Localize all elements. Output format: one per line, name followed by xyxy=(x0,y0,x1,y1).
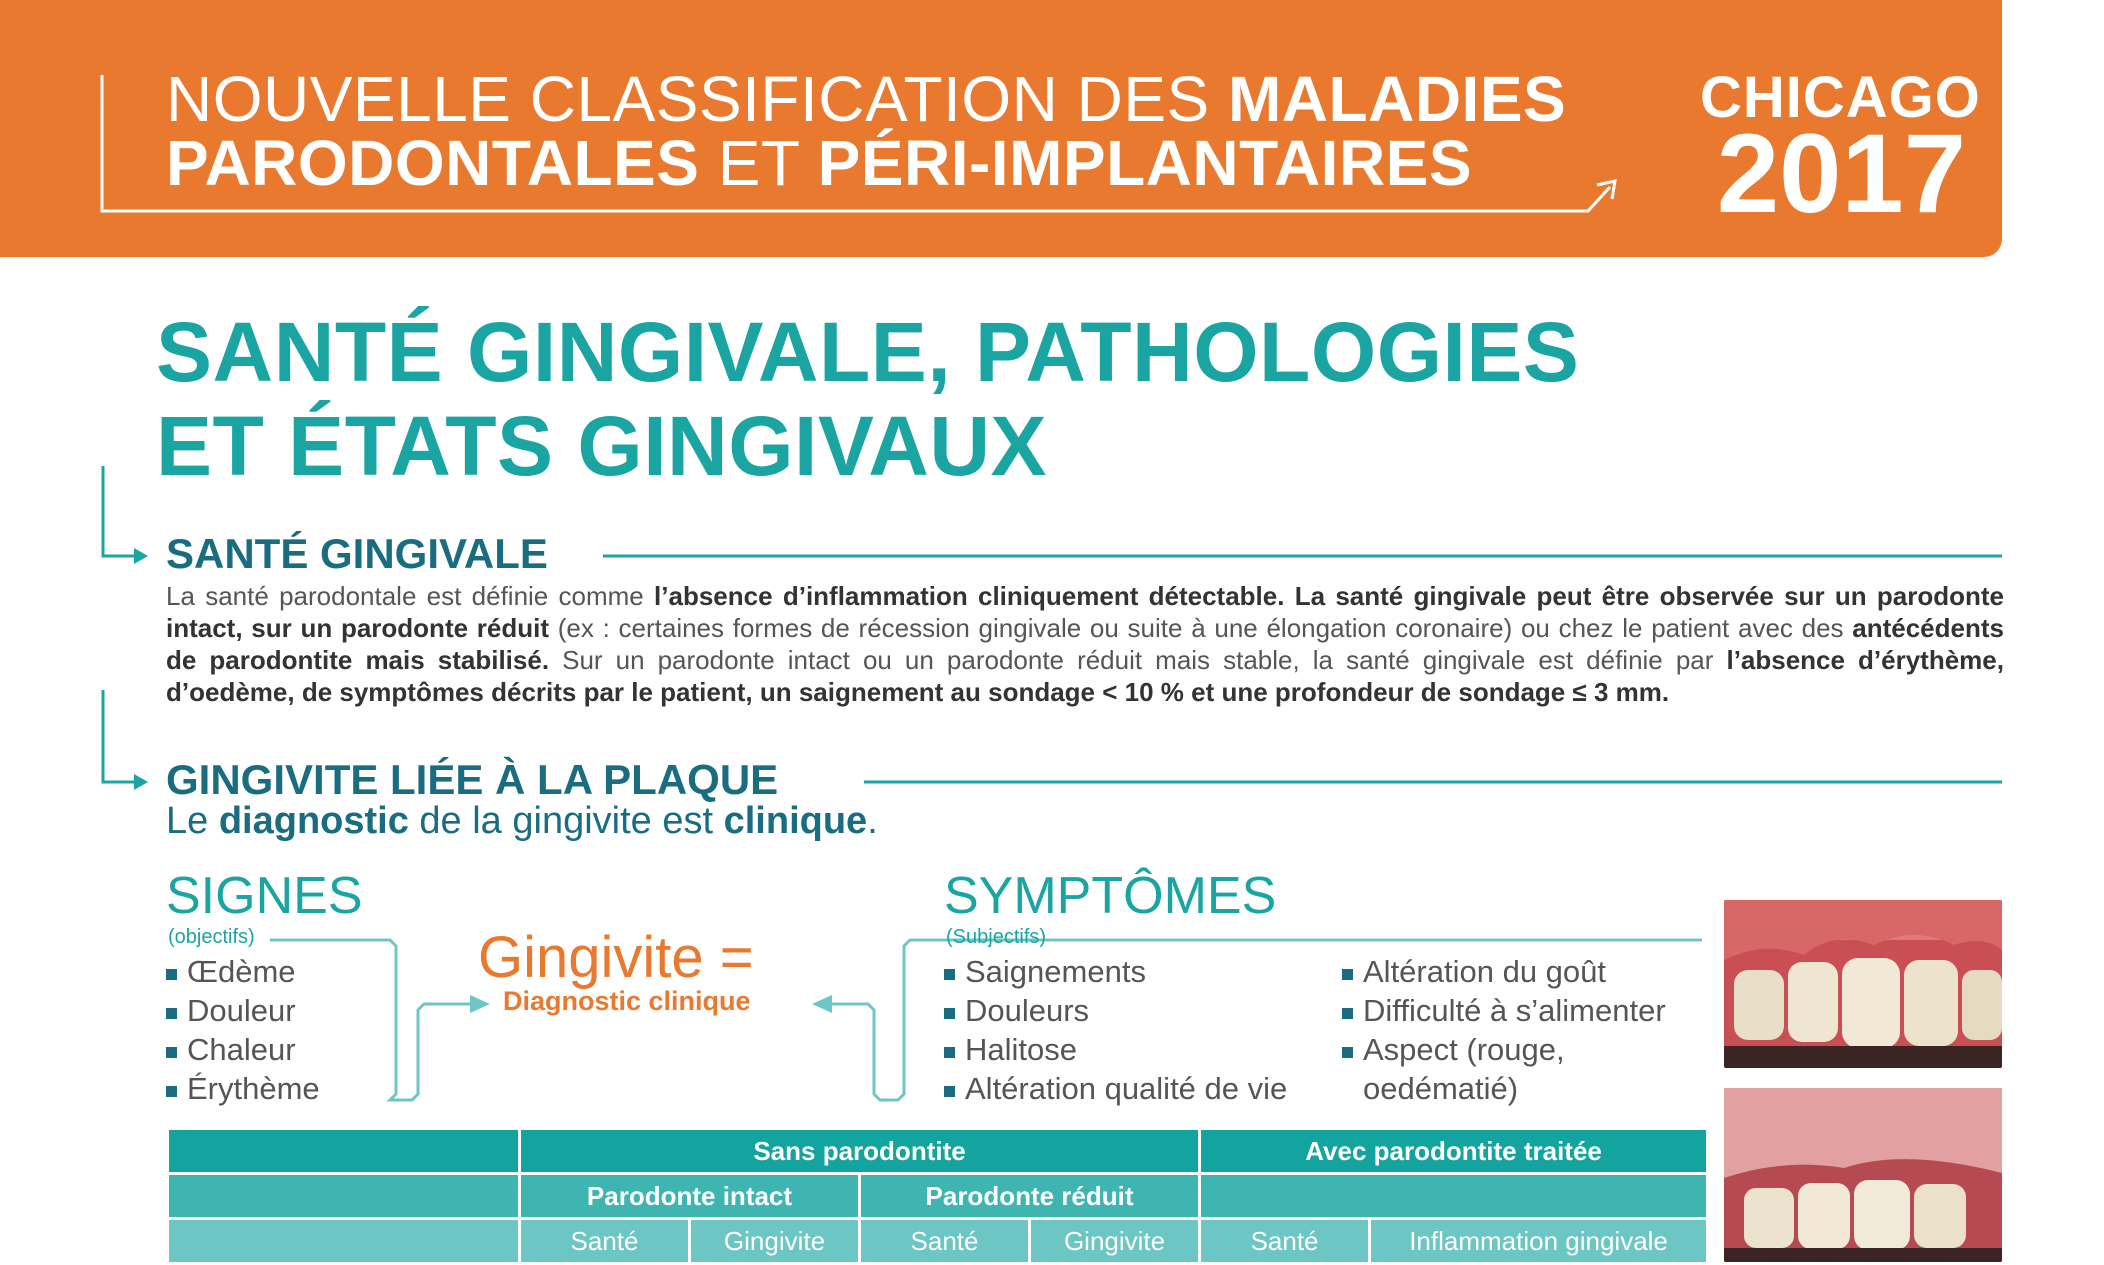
list-item: Douleur xyxy=(166,991,320,1030)
banner-city: CHICAGO xyxy=(1700,65,1981,130)
list-item: Difficulté à s’alimenter xyxy=(1342,991,1666,1030)
section-heading-gingivite: GINGIVITE LIÉE À LA PLAQUE xyxy=(166,756,779,803)
table-row xyxy=(168,1129,1708,1174)
classification-table xyxy=(166,1127,1709,1265)
bullet-square-icon xyxy=(944,969,955,980)
bullet-square-icon xyxy=(944,1086,955,1097)
symptomes-list-2 xyxy=(1342,952,1666,1108)
table-cell: Gingivite xyxy=(690,1219,860,1264)
list-item: Aspect (rouge, xyxy=(1342,1030,1666,1069)
table-header-parodonte-intact: Parodonte intact xyxy=(520,1174,860,1219)
diagnostic-statement: Le diagnostic de la gingivite est clinique. xyxy=(166,800,878,842)
list-item: Érythème xyxy=(166,1069,320,1108)
list-item: Saignements xyxy=(944,952,1287,991)
signes-title: SIGNES xyxy=(166,867,363,925)
symptomes-title: SYMPTÔMES xyxy=(944,867,1277,925)
bullet-square-icon xyxy=(944,1008,955,1019)
bullet-square-icon xyxy=(166,1086,177,1097)
list-item: Œdème xyxy=(166,952,320,991)
table-cell xyxy=(168,1129,520,1174)
table-cell: Santé xyxy=(1200,1219,1370,1264)
connector-arrow-icon xyxy=(103,466,148,564)
table-cell xyxy=(168,1174,520,1219)
list-item: Altération qualité de vie xyxy=(944,1069,1287,1108)
bullet-square-icon xyxy=(944,1047,955,1058)
table-header-avec-parodontite: Avec parodontite traitée xyxy=(1200,1129,1708,1174)
bullet-square-icon xyxy=(1342,1008,1353,1019)
list-item: Altération du goût xyxy=(1342,952,1666,991)
list-item: oedématié) xyxy=(1363,1071,1519,1106)
table-cell xyxy=(1200,1174,1708,1219)
table-header-parodonte-reduit: Parodonte réduit xyxy=(860,1174,1200,1219)
table-row xyxy=(168,1219,1708,1264)
gum-photo-2 xyxy=(1724,1088,2002,1262)
bullet-square-icon xyxy=(166,1008,177,1019)
gum-photo xyxy=(1724,900,2002,1068)
banner-title-line1: NOUVELLE CLASSIFICATION DES MALADIES xyxy=(166,63,1567,135)
banner-year: 2017 xyxy=(1716,111,1966,236)
table-cell: Santé xyxy=(520,1219,690,1264)
banner-title-line2: PARODONTALES ET PÉRI-IMPLANTAIRES xyxy=(166,127,1473,199)
symptomes-subtitle: (Subjectifs) xyxy=(946,926,1047,948)
signes-list xyxy=(166,952,320,1108)
table-cell: Gingivite xyxy=(1030,1219,1200,1264)
table-row xyxy=(168,1174,1708,1219)
table-header-sans-parodontite: Sans parodontite xyxy=(520,1129,1200,1174)
symptomes-list-1 xyxy=(944,952,1287,1108)
connector-arrow-icon xyxy=(103,690,148,790)
section-heading-sante: SANTÉ GINGIVALE xyxy=(166,530,548,577)
sante-paragraph: La santé parodontale est définie comme l’absence d’inflammation cliniquement détectable. La santé gingivale peut être observée sur un parodonte intact, sur un parodonte réduit (ex : certaines formes de récession gingivale ou suite à une élongation coronaire) ou chez le patient avec des antécédents de parodontite mais stabilisé. Sur un parodonte intact ou un parodonte réduit mais stable, la santé gingivale est définie par l’absence d’érythème, d’oedème, de symptômes décrits par le patient, un saignement au sondage < 10 % et une profondeur de sondage ≤ 3 mm. xyxy=(166,581,2004,707)
table-cell xyxy=(168,1219,520,1264)
list-item: Chaleur xyxy=(166,1030,320,1069)
header-banner xyxy=(0,0,2002,257)
bullet-square-icon xyxy=(166,969,177,980)
table-cell: Inflammation gingivale xyxy=(1370,1219,1708,1264)
gingivite-diagnostic: Diagnostic clinique xyxy=(503,986,751,1016)
page-title: SANTÉ GINGIVALE, PATHOLOGIES ET ÉTATS GINGIVAUX xyxy=(156,305,1580,493)
list-item: Halitose xyxy=(944,1030,1287,1069)
bullet-square-icon xyxy=(166,1047,177,1058)
gingivite-equation: Gingivite = xyxy=(478,925,754,990)
bullet-square-icon xyxy=(1342,969,1353,980)
bullet-square-icon xyxy=(1342,1047,1353,1058)
list-item: Douleurs xyxy=(944,991,1287,1030)
signes-subtitle: (objectifs) xyxy=(168,926,255,948)
table-cell: Santé xyxy=(860,1219,1030,1264)
